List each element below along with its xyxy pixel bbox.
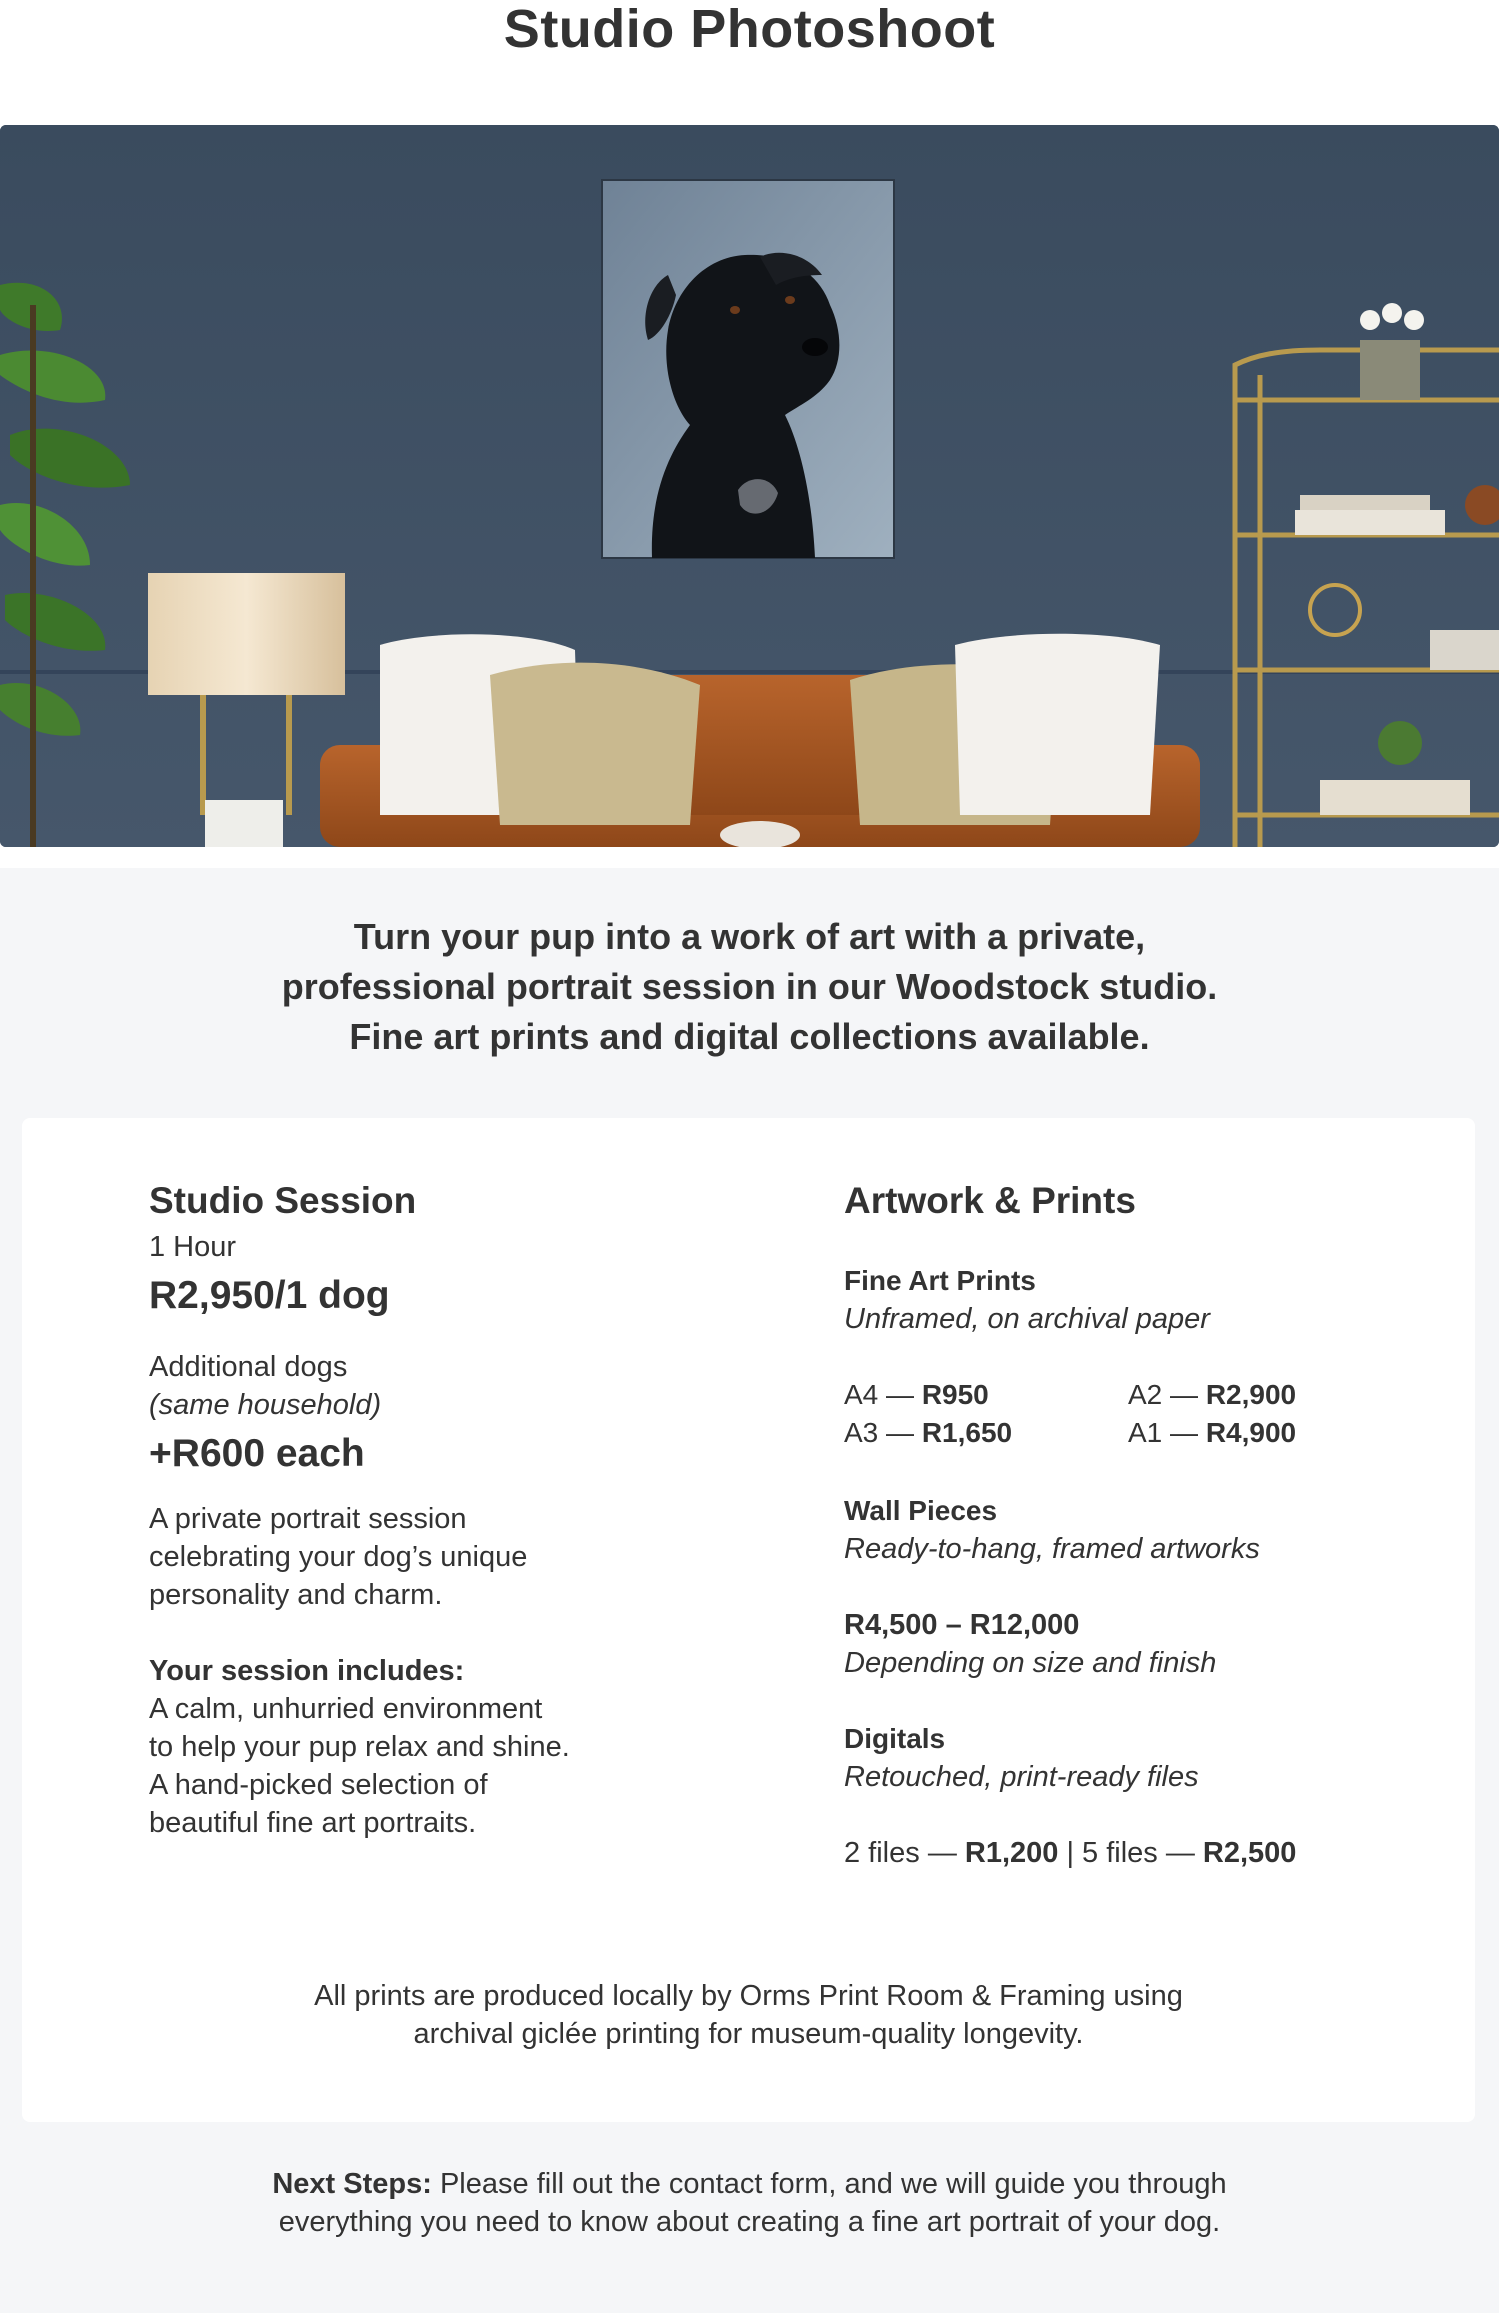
additional-dogs-label: Additional dogs	[149, 1351, 348, 1383]
intro-line: Turn your pup into a work of art with a private,	[353, 916, 1146, 957]
description-line: personality and charm.	[149, 1579, 443, 1611]
print-size-a4	[844, 1376, 989, 1414]
wall-pieces-price: R4,500 – R12,000	[844, 1609, 1080, 1641]
print-size-a2	[1128, 1376, 1296, 1414]
includes-line: to help your pup relax and shine.	[149, 1731, 570, 1763]
includes-line: A hand-picked selection of	[149, 1769, 488, 1801]
print-size-a3	[844, 1414, 1012, 1452]
details-section	[0, 868, 1499, 2313]
next-steps-text: Please fill out the contact form, and we will guide you through	[431, 2168, 1227, 2200]
fine-art-subtitle: Unframed, on archival paper	[844, 1303, 1210, 1335]
size-label: A4 —	[844, 1379, 922, 1410]
description-line: A private portrait session	[149, 1503, 467, 1535]
pricing-card	[22, 1118, 1475, 2122]
artwork-heading: Artwork & Prints	[844, 1180, 1136, 1221]
wall-pieces-subtitle: Ready-to-hang, framed artworks	[844, 1533, 1260, 1565]
size-label: A3 —	[844, 1417, 922, 1448]
intro-line: professional portrait session in our Woodstock studio.	[281, 966, 1218, 1007]
separator: |	[1058, 1837, 1083, 1869]
artwork-prints-column	[844, 1178, 1404, 1872]
intro-text	[0, 912, 1499, 1062]
additional-dogs-note: (same household)	[149, 1389, 382, 1421]
wall-pieces-note: Depending on size and finish	[844, 1647, 1217, 1679]
studio-session-column	[149, 1178, 669, 1842]
next-steps-text: everything you need to know about creating a fine art portrait of your dog.	[278, 2206, 1221, 2238]
size-price: R4,900	[1205, 1417, 1297, 1448]
size-price: R950	[921, 1379, 989, 1410]
size-label: A2 —	[1128, 1379, 1206, 1410]
print-size-a1	[1128, 1414, 1296, 1452]
next-steps-line	[0, 2165, 1499, 2203]
print-size-prices	[844, 1376, 1404, 1456]
page-title: Studio Photoshoot	[503, 0, 996, 59]
dog-portrait	[602, 180, 894, 558]
session-price: R2,950/1 dog	[149, 1274, 390, 1317]
session-description	[149, 1500, 669, 1614]
footnote-line: All prints are produced locally by Orms Print Room & Framing using	[314, 1980, 1183, 2012]
additional-dogs-price: +R600 each	[149, 1432, 365, 1475]
description-line: celebrating your dog’s unique	[149, 1541, 528, 1573]
includes-list	[149, 1690, 669, 1842]
digital-option-price: R2,500	[1202, 1837, 1297, 1869]
size-price: R1,650	[921, 1417, 1013, 1448]
digital-option-price: R1,200	[964, 1837, 1059, 1869]
next-steps	[0, 2165, 1499, 2241]
print-footnote	[22, 1977, 1475, 2053]
includes-heading: Your session includes:	[149, 1655, 465, 1687]
next-steps-label: Next Steps:	[272, 2168, 432, 2200]
footnote-line: archival giclée printing for museum-quality longevity.	[413, 2018, 1084, 2050]
includes-line: A calm, unhurried environment	[149, 1693, 543, 1725]
size-label: A1 —	[1128, 1417, 1206, 1448]
intro-line: Fine art prints and digital collections available.	[349, 1016, 1150, 1057]
studio-session-heading: Studio Session	[149, 1180, 417, 1221]
hero-image	[0, 125, 1499, 847]
wall-pieces-title: Wall Pieces	[844, 1495, 998, 1526]
session-duration: 1 Hour	[149, 1231, 237, 1263]
digital-option-label: 5 files —	[1082, 1837, 1203, 1869]
digital-option-label: 2 files —	[844, 1837, 965, 1869]
fine-art-title: Fine Art Prints	[844, 1265, 1036, 1296]
includes-line: beautiful fine art portraits.	[149, 1807, 477, 1839]
digitals-subtitle: Retouched, print-ready files	[844, 1761, 1199, 1793]
size-price: R2,900	[1205, 1379, 1297, 1410]
digitals-title: Digitals	[844, 1723, 946, 1754]
digitals-prices	[844, 1834, 1404, 1872]
